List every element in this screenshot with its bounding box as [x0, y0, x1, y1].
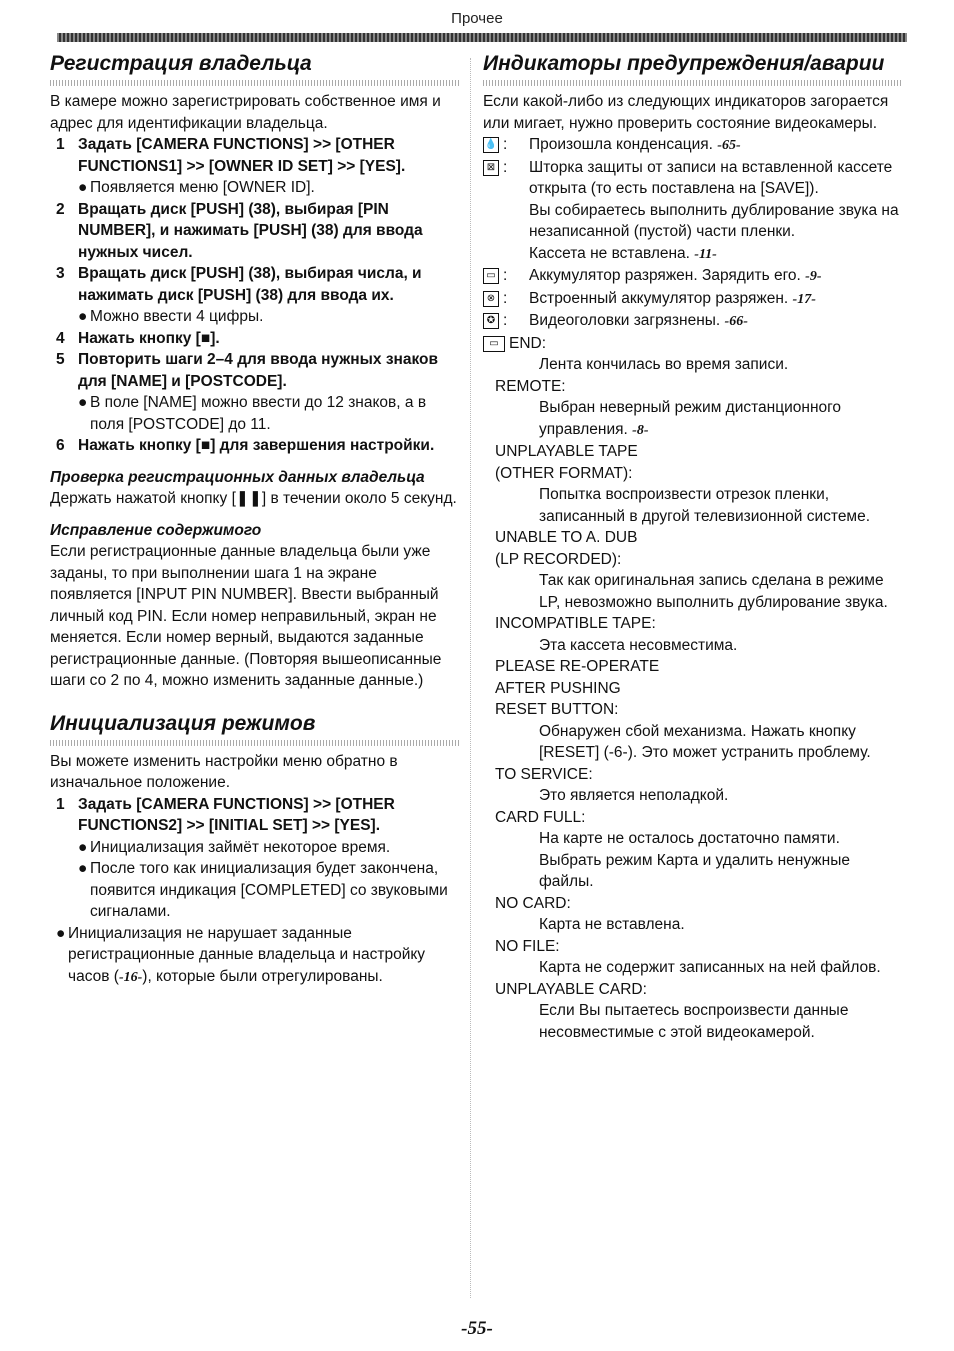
header-rule: [57, 33, 907, 42]
end-message: Лента кончилась во время записи.: [539, 356, 789, 373]
page-ref: -11-: [694, 246, 717, 262]
owner-note: ● Появляется меню [OWNER ID].: [78, 179, 315, 196]
indicator-text: Аккумулятор разряжен. Зарядить его. -9-: [529, 267, 822, 284]
message-code: INCOMPATIBLE TAPE:: [495, 615, 656, 632]
init-note: ● Инициализация займёт некоторое время.: [78, 838, 391, 856]
indicator-text: Видеоголовки загрязнены. -66-: [529, 312, 748, 329]
message-list: [483, 376, 903, 1044]
indicator-text: Кассета не вставлена. -11-: [529, 244, 717, 262]
owner-step: 5 Повторить шаги 2–4 для ввода нужных знаков для [NAME] и [POSTCODE].: [56, 351, 439, 390]
indicator-item: ✪ : Видеоголовки загрязнены. -66-: [483, 310, 903, 333]
section-rule: [50, 80, 460, 86]
message-description: Попытка воспроизвести отрезок пленки, записанный в другой телевизионной системе.: [539, 486, 871, 525]
message-description: Выбран неверный режим дистанционного управления. -8-: [539, 399, 842, 438]
message-code: UNPLAYABLE CARD:: [495, 980, 647, 998]
indicator-text: Произошла конденсация. -65-: [529, 136, 741, 153]
owner-note: ● В поле [NAME] можно ввести до 12 знаков, а в поля [POSTCODE] до 11.: [78, 394, 427, 433]
message-code: (LP RECORDED):: [495, 550, 622, 568]
message-description: Обнаружен сбой механизма. Нажать кнопку [RESET] (-6-). Это может устранить проблему.: [539, 722, 871, 761]
check-text: Держать нажатой кнопку [❚❚] в течении около 5 секунд.: [50, 490, 457, 507]
tape-end-icon: ▭: [483, 336, 505, 352]
message-code: PLEASE RE-OPERATE: [495, 658, 660, 675]
page-ref: -8-: [632, 422, 649, 438]
message-code: CARD FULL:: [495, 808, 586, 826]
owner-step: 6 Нажать кнопку [■] для завершения настройки.: [56, 437, 435, 454]
fix-title: Исправление содержимого: [50, 521, 262, 539]
owner-note: ● Можно ввести 4 цифры.: [78, 308, 264, 325]
owner-step: 3 Вращать диск [PUSH] (38), выбирая числа, и нажимать диск [PUSH] (38) для ввода их.: [56, 265, 422, 304]
condensation-icon: 💧: [483, 137, 499, 153]
section-rule: [483, 80, 903, 86]
message-code: NO CARD:: [495, 894, 571, 912]
owner-title: Регистрация владельца: [50, 52, 312, 75]
indicator-item: ⊗ : Встроенный аккумулятор разряжен. -17-: [483, 288, 903, 311]
message-code: (OTHER FORMAT):: [495, 464, 633, 482]
backup-battery-icon: ⊗: [483, 291, 499, 307]
end-indicator: ▭ END:: [483, 333, 903, 355]
init-main-note: ● Инициализация не нарушает заданные регистрационные данные владельца и настройку часов (-16-), которые были отрегулированы.: [56, 924, 426, 985]
message-code: UNPLAYABLE TAPE: [495, 443, 638, 460]
indicator-item: ⊠ : Шторка защиты от записи на вставленной кассете открыта (то есть поставлена на [SAVE]). Вы собираетесь выполнить дублирование звука на незаписанной (пустой) части пленки. Кассета не вставлена. -11-: [483, 157, 903, 266]
message-description: Если Вы пытаетесь воспроизвести данные несовместимые с этой видеокамерой.: [539, 1002, 849, 1041]
init-title: Инициализация режимов: [50, 711, 316, 735]
init-note: ● После того как инициализация будет закончена, появится индикация [COMPLETED] со звуковыми сигналами.: [78, 860, 448, 920]
message-code: NO FILE:: [495, 937, 560, 955]
cassette-protect-icon: ⊠: [483, 160, 499, 176]
owner-step: 4 Нажать кнопку [■].: [56, 329, 220, 347]
page-number: -55-: [461, 1318, 493, 1339]
dirty-heads-icon: ✪: [483, 313, 499, 329]
page-ref: -65-: [717, 138, 741, 153]
right-column: [483, 50, 903, 1043]
message-description: Карта не содержит записанных на ней файлов.: [539, 959, 881, 976]
page-header: Прочее: [451, 10, 503, 27]
left-column: [50, 50, 460, 988]
indicator-text: Встроенный аккумулятор разряжен. -17-: [529, 289, 816, 307]
warnings-intro: Если какой-либо из следующих индикаторов загорается или мигает, нужно проверить состояние видеокамеры.: [483, 93, 889, 132]
message-code: RESET BUTTON:: [495, 701, 619, 718]
battery-empty-icon: ▭: [483, 268, 499, 284]
message-code: UNABLE TO A. DUB: [495, 529, 638, 546]
check-title: Проверка регистрационных данных владельца: [50, 468, 425, 486]
section-rule: [50, 740, 460, 746]
indicator-text: Шторка защиты от записи на вставленной кассете открыта (то есть поставлена на [SAVE]).: [529, 158, 893, 197]
init-intro: Вы можете изменить настройки меню обратно в изначальное положение.: [50, 752, 398, 791]
message-description: Так как оригинальная запись сделана в режиме LP, невозможно выполнить дублирование звука.: [539, 572, 888, 611]
message-code: TO SERVICE:: [495, 765, 593, 783]
page-ref: -17-: [792, 291, 816, 307]
indicator-text: Вы собираетесь выполнить дублирование звука на незаписанной (пустой) части пленки.: [529, 201, 899, 240]
indicator-list: [483, 134, 903, 333]
message-description: Эта кассета несовместима.: [539, 636, 738, 654]
owner-intro: В камере можно зарегистрировать собственное имя и адрес для идентификации владельца.: [50, 93, 441, 132]
indicator-item: ▭ : Аккумулятор разряжен. Зарядить его. -9-: [483, 265, 903, 288]
page-ref: -9-: [805, 269, 822, 284]
message-code: AFTER PUSHING: [495, 679, 621, 697]
owner-step: 1 Задать [CAMERA FUNCTIONS] >> [OTHER FUNCTIONS1] >> [OWNER ID SET] >> [YES].: [56, 136, 406, 175]
warnings-title: Индикаторы предупреждения/аварии: [483, 52, 885, 75]
page-ref: -66-: [724, 314, 748, 329]
column-divider: [470, 58, 471, 1298]
fix-text: Если регистрационные данные владельца были уже заданы, то при выполнении шага 1 на экране появляется [INPUT PIN NUMBER]. Ввести выбранный личный код PIN. Если номер неправильный, экран не меняется. Если номер верный, выдаются заданные регистрационные данные. (Повторяя вышеописанные шаги со 2 по 4, можно изменить заданные данные.): [50, 543, 442, 689]
owner-step: 2 Вращать диск [PUSH] (38), выбирая [PIN NUMBER], и нажимать [PUSH] (38) для ввода нужных чисел.: [56, 200, 423, 261]
message-description: На карте не осталось достаточно памяти. Выбрать режим Карта и удалить ненужные файлы.: [539, 830, 850, 890]
indicator-item: 💧 : Произошла конденсация. -65-: [483, 134, 903, 157]
init-step: 1 Задать [CAMERA FUNCTIONS] >> [OTHER FUNCTIONS2] >> [INITIAL SET] >> [YES].: [56, 795, 395, 834]
message-code: REMOTE:: [495, 377, 566, 395]
message-description: Это является неполадкой.: [539, 787, 729, 804]
message-description: Карта не вставлена.: [539, 916, 685, 933]
